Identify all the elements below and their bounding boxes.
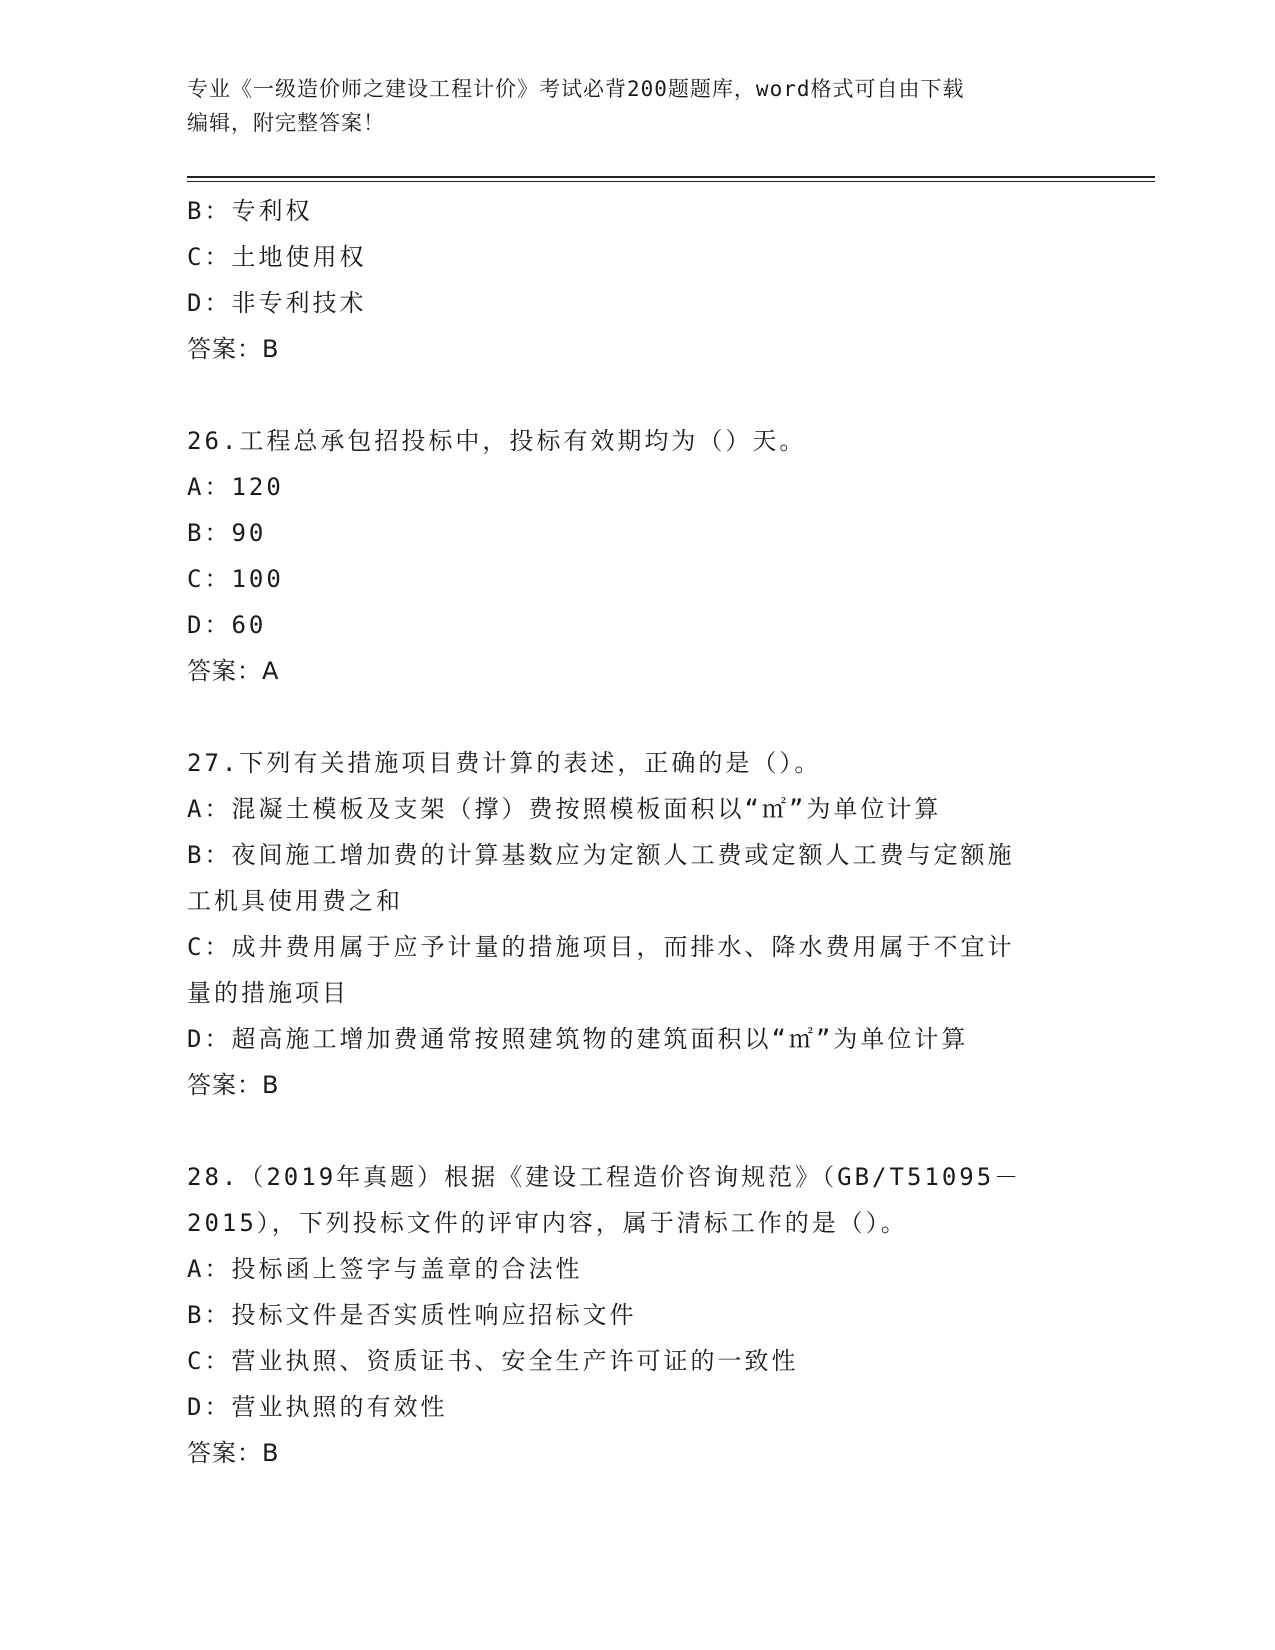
question-27: [187, 740, 1087, 1108]
spacer: [187, 372, 1087, 418]
option-d: D：超高施工增加费通常按照建筑物的建筑面积以“㎡”为单位计算: [187, 1025, 969, 1053]
option-d: D：营业执照的有效性: [187, 1393, 448, 1421]
option-a: A：120: [187, 473, 284, 501]
question-stem: 28.（2019年真题）根据《建设工程造价咨询规范》（GB/T51095－: [187, 1163, 1022, 1191]
option-a: A：投标函上签字与盖章的合法性: [187, 1255, 583, 1283]
option-b: B：投标文件是否实质性响应招标文件: [187, 1301, 637, 1329]
option-c-continued: 量的措施项目: [187, 979, 349, 1007]
answer-line: 答案：B: [187, 1439, 280, 1467]
option-b: B：夜间施工增加费的计算基数应为定额人工费或定额人工费与定额施: [187, 841, 1015, 869]
option-d: D：60: [187, 611, 267, 639]
header-line: 专业《一级造价师之建设工程计价》考试必背200题题库，word格式可自由下载: [187, 77, 965, 101]
question-28: [187, 1154, 1087, 1476]
question-stem: 26.工程总承包招投标中，投标有效期均为（）天。: [187, 427, 807, 455]
question-list: [187, 188, 1087, 1476]
header-line: 编辑，附完整答案！: [187, 111, 385, 135]
answer-line: 答案：A: [187, 657, 280, 685]
option-c: C：营业执照、资质证书、安全生产许可证的一致性: [187, 1347, 799, 1375]
option-b-continued: 工机具使用费之和: [187, 887, 403, 915]
header-divider: [187, 181, 1155, 182]
option-c: C：100: [187, 565, 284, 593]
question-stem-continued: 2015），下列投标文件的评审内容，属于清标工作的是（）。: [187, 1209, 908, 1237]
document-header: [187, 72, 1087, 140]
option-c: C：土地使用权: [187, 243, 367, 271]
option-b: B：90: [187, 519, 267, 547]
answer-line: 答案：B: [187, 1071, 280, 1099]
option-b: B：专利权: [187, 197, 313, 225]
option-d: D：非专利技术: [187, 289, 367, 317]
question-stem: 27.下列有关措施项目费计算的表述，正确的是（）。: [187, 749, 822, 777]
answer-line: 答案：B: [187, 335, 280, 363]
spacer: [187, 1108, 1087, 1154]
header-divider: [187, 176, 1155, 178]
option-a: A：混凝土模板及支架（撑）费按照模板面积以“㎡”为单位计算: [187, 795, 942, 823]
spacer: [187, 694, 1087, 740]
question-25-continued: [187, 188, 1087, 372]
option-c: C：成井费用属于应予计量的措施项目，而排水、降水费用属于不宜计: [187, 933, 1015, 961]
question-26: [187, 418, 1087, 694]
